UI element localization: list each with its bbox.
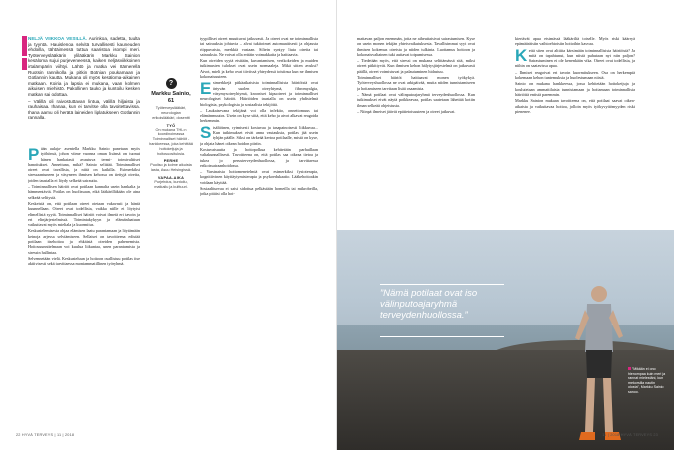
body-paragraph: Keskeistä on, että potilaan oireet otetaan vakavasti ja häntä kuunnellaan. Oireet ovat todellisia, vaikka niille ei löytyisi elimellistä syytä. Toiminnalliset häiriöt voivat ilmetä eri tavoin ja eri elinjärjestelmissä. Toimintakykyyn ja elämänlaatuun vaikuttavat myös mieliala ja kuormitus. — [28, 200, 140, 228]
body-column-3 — [357, 36, 475, 232]
runner-figure — [567, 282, 631, 450]
profile-free-time: Purjehdus, kuntoilu, matkailu ja kulttuuri. — [154, 179, 188, 189]
profile-name: Markku Sainio, 61 — [151, 91, 191, 104]
body-paragraph: Markku Sainion mukaan tavoitteena on, että potilaat saavat oikea-aikaista ja vaikuttavaa hoitoa, jolloin myös työkyvyttömyyden riski pienenee. — [515, 98, 635, 114]
body-paragraph: ään aulaja- asentella Markku Sainio panetaan myös työhönsä, johon viime vuonna oman lisänsä on tuonut hänen hankaiasti avautuva termi- toimivalttiset hanoitukset. Annettuna, mikä? Sainio selittää. Toiminnalliset oireet ovat tavallisia, ja niitä on kaikilla. Esimerkiksi stressaantuneen ja väsyneen ihmisen kehossa on tiettyjä oireita, joiden taustalla ei löydy selkeää sairautta. — [28, 146, 140, 183]
body-paragraph: Toiminnalliset häiriöt haittaavat monen työkykyä. Työterveyshuollossa ne ovat arkipäivää, mutta niiden tunnistamiseen ja hoitamiseen tarvitaan lisää osaamista. — [357, 75, 475, 91]
body-column-2 — [200, 36, 318, 428]
body-paragraph: – Toiminnallisen häiriöt ovat potilaan kannalta usein hankalia ja hämmentäviä. Potilas on huolissaan, eikä lääkärilläkään ole aina selkeää selitystä. — [28, 184, 140, 200]
caption-marker — [628, 367, 631, 370]
drop-cap: S — [200, 123, 212, 143]
body-paragraph: Sainio on mukana hankkeessa, jossa kehitetään hoitoketjuja ja koulutetaan ammattilaisia tunnistamaan ja hoitamaan toiminnallisia häiriöitä entistä paremmin. — [515, 81, 635, 97]
cover-photo — [337, 230, 674, 450]
lead-kicker: NELJÄ VIIKKOA VESILLÄ. — [28, 36, 87, 41]
body-paragraph: simerkkejä pitkäaikaisista toiminnallisista häiriöistä ovat ärtyvän suolen oireyhtymä, fibromyalgia, väsymysoireyhtymä, krooniset kipuoireet ja toiminnalliset neurologiset häiriöt. Häiriöiden taustalla on usein yhdistelmä biologisia, psykologisia ja sosiaalisia tekijöitä. — [200, 80, 318, 107]
lead-intro — [28, 36, 140, 140]
body-paragraph: Selvennetään vielä. Keskusteluun ja hoitoon osallistuu potilas itse aktiivisesti sekä tarvittaessa moniammatillinen työryhmä. — [28, 255, 140, 267]
body-paragraph: – Varsinaisia hoitomenetelmiä ovat esimerkiksi fysioterapia, kognitiivinen käyttäytymisterapia ja psykoedukaatio. Lääkehoitoakin voidaan käyttää. — [200, 169, 318, 185]
body-paragraph: isältöinen, rytmisesti kostuvaa ja tasapainoisesti liikkuvaa... Kun tutkimukset eivät anna vastauksia, potilas jää usein tyhjän päälle. Siksi on tärkeää kertoa potilaalle, mistä on kyse, ja ohjata hänet oikean hoidon piiriin. — [200, 124, 318, 146]
profile-title: Työterveyslääkäri, neurologian erikoislääkäri, dosentti — [152, 106, 190, 120]
right-page — [337, 0, 674, 450]
body-paragraph: Keskustelemisesta ohjaa elämisen laatu parantamaan ja löytämään keinoja arjessa selviämiseen. Sellaiset on tavoitteena edistää potilaan itsehoitoa ja ehkäistä oireiden pahenemista. Hoitosuunnitelmaan voi kuulua liikuntaa, unen parantamista ja stressin hallintaa. — [28, 228, 140, 255]
drop-cap: E — [200, 78, 212, 98]
drop-cap: P — [28, 146, 40, 164]
body-paragraph: mattavan paljon enemmän, jotta ne aiheuttaisivat sairastumisen. Kyse on usein monen tekijän yhteisvaikutuksesta. Tavallisimmat syyt ovat ihmisen kokemus oireista ja niiden tulkinta. Luottamus hoitoon ja kokonaisvaltainen tuki auttavat toipumisessa. — [357, 36, 475, 57]
lead-text: Aurinkoa, sadetta, tuulta ja tyyntä. Hauislenoa selvitä turvallisesti kauneuden ehdoilla, tähtäimessä tuttua saaristoa isompi meri. Työterveyslääkärin ylilääkärin Markku Sainion kesäloma sujui purjeveneessä, kaiken neljäsviikkoinen irtalämpärin viihtyi. Lähtö ja matka vei Itämerellä Ruotsin rannikolla ja pitkin Botnian poukamaan ja Gotlannin kautta. Mukana oli myös kesäloma-aikainen matkaan. Koiria ja lapsia ei mukana, vaan kolmen aikuisen miehistö. Pakollinen tauko ja kuntoilu kesken matkan sai odottaa. — [28, 36, 140, 97]
body-paragraph: Kostuvaisuutta ja hoitopolkua kehitetään parhaillaan valtakunnallisesti. Tavoitteena on, että potilas saa oikeaa tietoa ja tukea jo perusterveydenhuollossa, ja tarvittaessa erikoissairaanhoidossa. — [200, 146, 318, 168]
body-paragraph: Kun oireiden syytä etsitään, kuvantamisen, verikokeiden ja muiden tutkimusten tulokset ovat usein normaaleja. Mikä sitten avuksi? Aivot, mieli ja keho ovat tiiviissä yhteydessä toisiinsa kun ne ihmisen kokonaisuuteen. — [200, 58, 318, 80]
profile-heading-work: TYÖ — [166, 123, 176, 128]
body-paragraph: – Laukaisevana tekijänä voi olla infektio, onnettomuus tai elämänmuutos. Usein on kyse siitä, että keho ja aivot alkavat reagoida herkemmin. — [200, 107, 318, 124]
body-paragraph: tyypilliset oireet muuttuvat jatkuvasti. Ja oireet ovat ne toiminnallisia tai sairauksia johtuvia – alvat tukitoimet automaattisesti ja ohjausta riippuvaista, merkkiä vastaan. Siltein syntyy liuta oireita tai sairauksia. Ne voivat olla eritäin voimakkaita ja haittaavia. — [200, 36, 318, 57]
profile-work: On mukana THL:n koordinoimassa Toiminnalliset häiriöt -hankkeessa, joka kehittää hoitoketjuja ja hoitosuosituksia. — [149, 127, 193, 156]
body-paragraph: – Nämä potilaat ovat välinputoajaryhmä terveydenhuollossa. Kun tutkimukset eivät näytä poikkeavaa, potilas saatetaan lähettää kotiin ilman selkeää ohjeistusta. — [357, 91, 475, 108]
body-paragraph: – Tiedetään myös, että stressi on mukana selittämässä sitä, miksi oireet pitkittyvät. Kun ihmisen kehon hälytysjärjestelmä on jatkuvasti päällä, oireet voimistuvat ja palautuminen hidastuu. — [357, 58, 475, 74]
profile-heading-free-time: VAPAA-AIKA — [157, 175, 185, 180]
question-mark-icon: ? — [166, 78, 177, 89]
body-paragraph: kiertävät apua etsimässä lääkäriltä toiselle. Myös riski käärryä epämääräisiin vaihtoehtoisiin hoitoihin kasvaa. — [515, 36, 635, 47]
body-paragraph: – Ihmiset reagoivat eri tavoin kuormitukseen. Osa on herkempiä kokemaan kehon tuntemuksia ja huolestumaan niistä. — [515, 69, 635, 81]
accent-bar — [22, 36, 27, 56]
profile-heading-family: PERHE — [163, 159, 179, 164]
body-paragraph: Sosiaaliturvaa ei saisi sidottua pelkästään homeilla tai mikrobeilla, jotka pitäisi olla hoi- — [200, 186, 318, 197]
body-paragraph: että siten ovat alttiita kärsimään toiminnallisista häiriöistä? Ja mitä on tapahtunut, kun niistä puhutaan nyt niin paljon? Sairastuminen ei ole kenenkään vika. Oireet ovat todellisia, ja niihin on saatavissa apua. — [515, 47, 635, 69]
quote-rule-top — [380, 284, 504, 285]
photo-caption — [628, 367, 666, 395]
body-paragraph: – Niinpä ilmeiset jäävät epätietoisuuteen ja oireet jatkuvat. — [357, 108, 456, 114]
body-column-4 — [515, 36, 635, 232]
quote-rule-bottom — [380, 336, 504, 337]
drop-cap: K — [515, 46, 528, 66]
photo-caption-text: ”Mikään ei ono hienompaa kuin meri ja rannat mielestäni, kun mekorsilla nautin olosta”, Markku Sainio sanoo. — [628, 367, 666, 394]
footer-right: 11 | 2018 HYVÄ TERVEYS 23 — [602, 433, 658, 437]
profile-family: Puoliso ja kolme aikuista lasta, Asuu Helsingissä. — [150, 163, 192, 173]
profile-box — [149, 78, 193, 190]
lead-text-2: – Välillä oli raivostuttavan lintua, välillä hiljaista ja rauhaisaa. Ihanaa, kun ei tarvitse olla tavoitettavissa. Ihana aamu oli herätä laineiden liplatukseen Gotlannin rannalla. — [28, 98, 140, 121]
accent-bar-small — [22, 58, 27, 70]
pull-quote: ”Nämä potilaat ovat iso välinputoajaryhmä terveydenhuollossa.” — [380, 288, 478, 321]
body-column-1 — [28, 146, 140, 428]
footer-left: 22 HYVÄ TERVEYS | 11 | 2018 — [16, 433, 75, 437]
